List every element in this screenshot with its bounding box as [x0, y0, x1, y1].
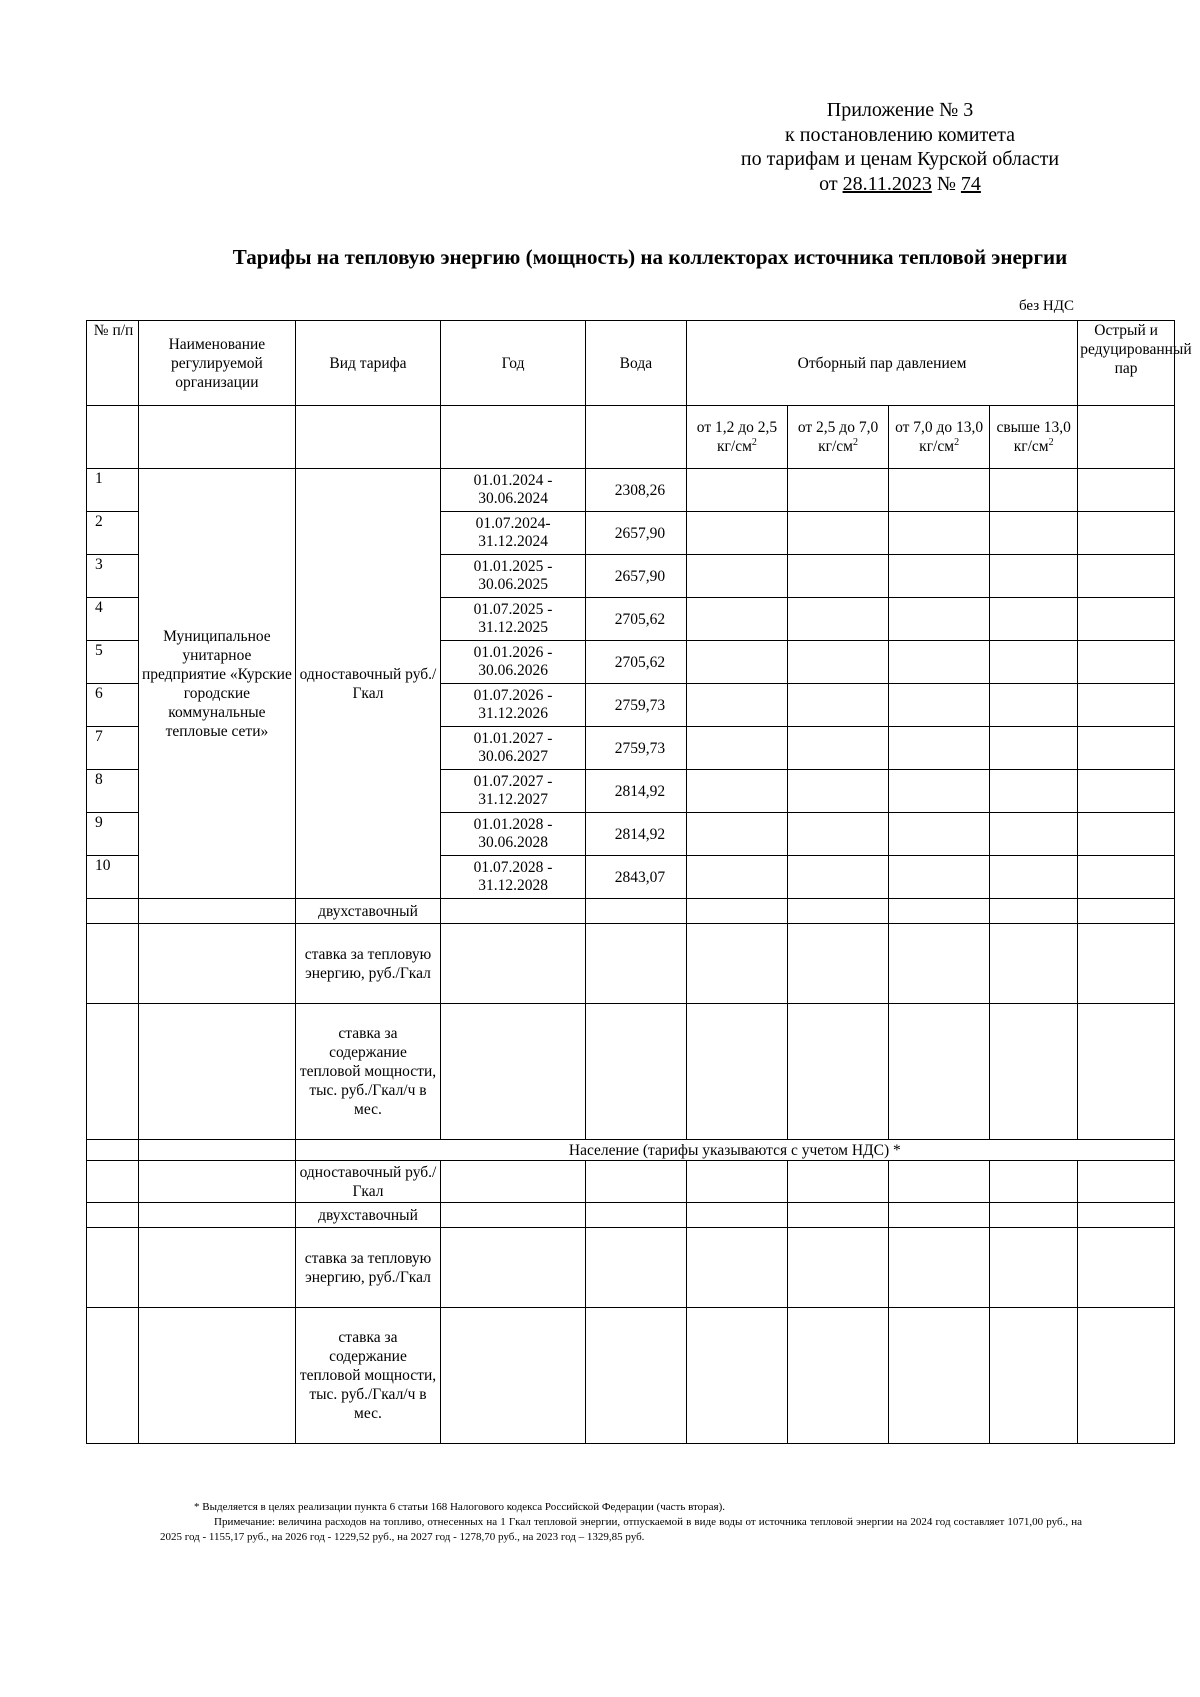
empty-cell — [87, 1228, 139, 1308]
empty-cell — [889, 727, 990, 770]
empty-cell — [889, 899, 990, 924]
empty-cell — [139, 1004, 296, 1140]
empty-cell — [686, 598, 787, 641]
empty-cell — [1078, 1161, 1175, 1203]
empty-cell — [990, 1203, 1078, 1228]
empty-cell — [788, 770, 889, 813]
empty-cell — [990, 641, 1078, 684]
footnote-vat: * Выделяется в целях реализации пункта 6 статьи 168 Налогового кодекса Российской Федерации (часть вторая). — [194, 1501, 726, 1513]
empty-cell — [139, 924, 296, 1004]
empty-cell — [441, 899, 586, 924]
subheader-empty — [441, 406, 586, 469]
empty-cell — [585, 1308, 686, 1444]
empty-cell — [686, 512, 787, 555]
capacity-rate-row — [87, 1004, 1175, 1140]
subheader-empty — [87, 406, 139, 469]
empty-cell — [990, 1004, 1078, 1140]
empty-cell — [441, 1308, 586, 1444]
empty-cell — [990, 1228, 1078, 1308]
document-title: Тарифы на тепловую энергию (мощность) на коллекторах источника тепловой энергии — [232, 245, 1068, 269]
empty-cell — [686, 924, 787, 1004]
empty-cell — [1078, 899, 1175, 924]
empty-cell — [889, 1161, 990, 1203]
empty-cell — [788, 1203, 889, 1228]
subheader-empty — [139, 406, 296, 469]
header-tariff-type: Вид тарифа — [295, 321, 441, 406]
empty-cell — [87, 1308, 139, 1444]
row-number: 10 — [87, 856, 139, 899]
subheader-empty — [295, 406, 441, 469]
header-sharp-steam: Острый и редуцированный пар — [1078, 321, 1175, 406]
tariff-period: 01.01.2027 - 30.06.2027 — [441, 727, 586, 770]
empty-cell — [889, 813, 990, 856]
population-row — [87, 1140, 1175, 1161]
steam-range-1 — [686, 406, 787, 469]
appendix-line-4 — [700, 172, 1100, 197]
empty-cell — [1078, 1308, 1175, 1444]
empty-cell — [990, 1161, 1078, 1203]
appendix-header — [700, 98, 1100, 196]
empty-cell — [990, 684, 1078, 727]
empty-cell — [1078, 1203, 1175, 1228]
empty-cell — [441, 1228, 586, 1308]
tariff-period: 01.01.2028 - 30.06.2028 — [441, 813, 586, 856]
water-tariff: 2759,73 — [585, 684, 686, 727]
empty-cell — [889, 512, 990, 555]
organization-name: Муниципальное унитарное предприятие «Курские городские коммунальные тепловые сети» — [139, 469, 296, 899]
empty-cell — [1078, 924, 1175, 1004]
two-rate-row — [87, 899, 1175, 924]
empty-cell — [585, 924, 686, 1004]
two-rate-label: двухставочный — [295, 899, 441, 924]
empty-cell — [87, 1140, 139, 1161]
tariff-type-one-rate: одноставочный руб./Гкал — [295, 469, 441, 899]
appendix-line-1: Приложение № 3 — [826, 99, 974, 121]
steam-range-3-text: от 7,0 до 13,0 кг/см — [895, 419, 984, 455]
empty-cell — [441, 924, 586, 1004]
appendix-date-prefix: от — [819, 172, 843, 195]
header-num: № п/п — [87, 321, 139, 406]
tariff-period: 01.07.2026 - 31.12.2026 — [441, 684, 586, 727]
water-tariff: 2814,92 — [585, 770, 686, 813]
empty-cell — [686, 856, 787, 899]
row-number: 4 — [87, 598, 139, 641]
footnotes — [160, 1500, 1082, 1545]
empty-cell — [686, 727, 787, 770]
steam-range-4-text: свыше 13,0 кг/см — [996, 419, 1071, 455]
empty-cell — [87, 924, 139, 1004]
empty-cell — [87, 899, 139, 924]
steam-range-3 — [889, 406, 990, 469]
empty-cell — [889, 1203, 990, 1228]
tariff-period: 01.01.2026 - 30.06.2026 — [441, 641, 586, 684]
water-tariff: 2705,62 — [585, 641, 686, 684]
header-org: Наименование регулируемой организации — [139, 321, 296, 406]
empty-cell — [990, 469, 1078, 512]
empty-cell — [889, 684, 990, 727]
empty-cell — [87, 1004, 139, 1140]
empty-cell — [788, 469, 889, 512]
water-tariff: 2308,26 — [585, 469, 686, 512]
empty-cell — [585, 899, 686, 924]
empty-cell — [686, 899, 787, 924]
population-label: Население (тарифы указываются с учетом НДС) * — [295, 1140, 1174, 1161]
empty-cell — [1078, 1228, 1175, 1308]
empty-cell — [990, 1308, 1078, 1444]
subheader-row — [87, 406, 1175, 469]
empty-cell — [889, 1004, 990, 1140]
steam-range-2 — [788, 406, 889, 469]
empty-cell — [585, 1161, 686, 1203]
empty-cell — [990, 924, 1078, 1004]
empty-cell — [1078, 555, 1175, 598]
superscript: 2 — [751, 436, 757, 448]
steam-range-4 — [990, 406, 1078, 469]
empty-cell — [686, 770, 787, 813]
pop-one-rate-label: одноставочный руб./Гкал — [295, 1161, 441, 1203]
empty-cell — [889, 555, 990, 598]
footnote-fuel-note: Примечание: величина расходов на топливо, отнесенных на 1 Гкал тепловой энергии, отпускаемой в виде воды от источника тепловой энергии на 2024 год составляет 1071,00 руб., на 2025 год - 1155,17 руб., на 2026 год - 1229,52 руб., на 2027 год - 1278,70 руб., на 2023 год – 1329,85 руб. — [160, 1516, 1082, 1543]
water-tariff: 2814,92 — [585, 813, 686, 856]
empty-cell — [686, 641, 787, 684]
pop-two-rate-row — [87, 1203, 1175, 1228]
empty-cell — [1078, 684, 1175, 727]
empty-cell — [990, 727, 1078, 770]
row-number: 8 — [87, 770, 139, 813]
row-number: 7 — [87, 727, 139, 770]
empty-cell — [1078, 598, 1175, 641]
pop-one-rate-row — [87, 1161, 1175, 1203]
empty-cell — [441, 1004, 586, 1140]
superscript: 2 — [852, 436, 858, 448]
empty-cell — [139, 1161, 296, 1203]
empty-cell — [788, 727, 889, 770]
empty-cell — [686, 1004, 787, 1140]
empty-cell — [788, 1308, 889, 1444]
empty-cell — [889, 924, 990, 1004]
header-row — [87, 321, 1175, 406]
empty-cell — [889, 469, 990, 512]
row-number: 5 — [87, 641, 139, 684]
empty-cell — [788, 856, 889, 899]
header-year: Год — [441, 321, 586, 406]
empty-cell — [686, 684, 787, 727]
pop-capacity-rate-row — [87, 1308, 1175, 1444]
empty-cell — [1078, 856, 1175, 899]
empty-cell — [788, 1004, 889, 1140]
empty-cell — [889, 1308, 990, 1444]
empty-cell — [686, 1203, 787, 1228]
empty-cell — [788, 684, 889, 727]
water-tariff: 2657,90 — [585, 555, 686, 598]
empty-cell — [585, 1228, 686, 1308]
empty-cell — [788, 813, 889, 856]
empty-cell — [686, 1228, 787, 1308]
row-number: 9 — [87, 813, 139, 856]
empty-cell — [990, 555, 1078, 598]
superscript: 2 — [954, 436, 960, 448]
pop-capacity-rate-label: ставка за содержание тепловой мощности, тыс. руб./Гкал/ч в мес. — [295, 1308, 441, 1444]
empty-cell — [686, 1161, 787, 1203]
empty-cell — [1078, 770, 1175, 813]
tariff-period: 01.07.2025 - 31.12.2025 — [441, 598, 586, 641]
appendix-line-2: к постановлению комитета — [785, 123, 1015, 146]
tariff-rows — [87, 469, 1175, 899]
empty-cell — [788, 555, 889, 598]
empty-cell — [788, 641, 889, 684]
empty-cell — [1078, 1004, 1175, 1140]
empty-cell — [87, 1203, 139, 1228]
pop-two-rate-label: двухставочный — [295, 1203, 441, 1228]
row-number: 3 — [87, 555, 139, 598]
superscript: 2 — [1048, 436, 1054, 448]
empty-cell — [139, 1203, 296, 1228]
subheader-empty — [1078, 406, 1175, 469]
appendix-date: 28.11.2023 — [842, 172, 932, 195]
empty-cell — [788, 1161, 889, 1203]
row-number: 1 — [87, 469, 139, 512]
empty-cell — [87, 1161, 139, 1203]
tariff-period: 01.07.2027 - 31.12.2027 — [441, 770, 586, 813]
empty-cell — [139, 1228, 296, 1308]
empty-cell — [1078, 813, 1175, 856]
empty-cell — [990, 512, 1078, 555]
tariff-period: 01.01.2024 - 30.06.2024 — [441, 469, 586, 512]
water-tariff: 2657,90 — [585, 512, 686, 555]
tariff-period: 01.01.2025 - 30.06.2025 — [441, 555, 586, 598]
empty-cell — [788, 899, 889, 924]
header-steam: Отборный пар давлением — [686, 321, 1077, 406]
row-number: 6 — [87, 684, 139, 727]
no-vat-note: без НДС — [1018, 298, 1074, 314]
energy-rate-label: ставка за тепловую энергию, руб./Гкал — [295, 924, 441, 1004]
empty-cell — [441, 1161, 586, 1203]
empty-cell — [990, 598, 1078, 641]
empty-cell — [686, 469, 787, 512]
appendix-number: 74 — [960, 172, 981, 195]
row-number: 2 — [87, 512, 139, 555]
pop-energy-rate-row — [87, 1228, 1175, 1308]
appendix-line-3: по тарифам и ценам Курской области — [740, 148, 1060, 170]
tariff-period: 01.07.2024- 31.12.2024 — [441, 512, 586, 555]
empty-cell — [1078, 512, 1175, 555]
empty-cell — [1078, 641, 1175, 684]
empty-cell — [889, 770, 990, 813]
empty-cell — [1078, 727, 1175, 770]
empty-cell — [788, 1228, 889, 1308]
empty-cell — [889, 1228, 990, 1308]
empty-cell — [889, 641, 990, 684]
empty-cell — [990, 856, 1078, 899]
empty-cell — [1078, 469, 1175, 512]
empty-cell — [788, 924, 889, 1004]
empty-cell — [686, 1308, 787, 1444]
empty-cell — [139, 1308, 296, 1444]
subheader-empty — [585, 406, 686, 469]
empty-cell — [788, 512, 889, 555]
empty-cell — [686, 813, 787, 856]
water-tariff: 2843,07 — [585, 856, 686, 899]
energy-rate-row — [87, 924, 1175, 1004]
appendix-number-prefix: № — [931, 172, 961, 195]
empty-cell — [889, 598, 990, 641]
steam-range-1-text: от 1,2 до 2,5 кг/см — [696, 419, 778, 455]
steam-range-2-text: от 2,5 до 7,0 кг/см — [797, 419, 879, 455]
tariff-period: 01.07.2028 - 31.12.2028 — [441, 856, 586, 899]
empty-cell — [990, 770, 1078, 813]
water-tariff: 2705,62 — [585, 598, 686, 641]
water-tariff: 2759,73 — [585, 727, 686, 770]
empty-cell — [139, 1140, 296, 1161]
empty-cell — [585, 1203, 686, 1228]
pop-energy-rate-label: ставка за тепловую энергию, руб./Гкал — [295, 1228, 441, 1308]
empty-cell — [788, 598, 889, 641]
header-water: Вода — [585, 321, 686, 406]
empty-cell — [990, 813, 1078, 856]
tariff-table — [86, 320, 1192, 1444]
table-row — [87, 469, 1175, 512]
empty-cell — [139, 899, 296, 924]
empty-cell — [585, 1004, 686, 1140]
capacity-rate-label: ставка за содержание тепловой мощности, тыс. руб./Гкал/ч в мес. — [295, 1004, 441, 1140]
empty-cell — [686, 555, 787, 598]
empty-cell — [441, 1203, 586, 1228]
empty-cell — [990, 899, 1078, 924]
empty-cell — [889, 856, 990, 899]
